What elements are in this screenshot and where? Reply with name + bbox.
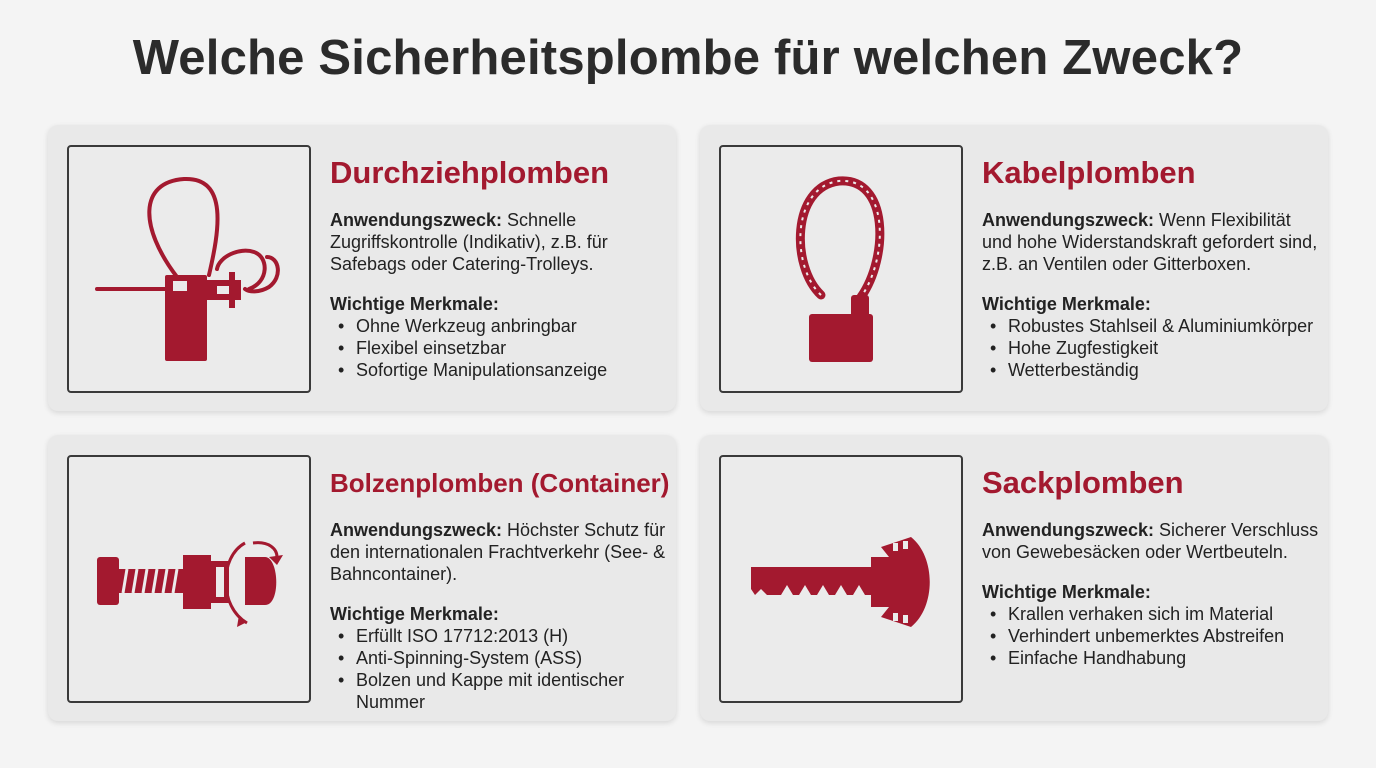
feature-item: • Erfüllt ISO 17712:2013 (H) xyxy=(330,625,670,647)
purpose-text: Schnelle Zugriffskontrolle (Indikativ), z.B. für Safebags oder Catering-Trolleys. xyxy=(330,210,608,274)
card-text xyxy=(982,153,1322,381)
icon-frame xyxy=(719,145,963,393)
purpose-paragraph xyxy=(330,519,670,585)
icon-frame xyxy=(67,145,311,393)
page-title: Welche Sicherheitsplombe für welchen Zweck? xyxy=(132,31,1244,85)
card-text xyxy=(330,463,670,713)
purpose-text: Sicherer Verschluss von Gewebesäcken oder Wertbeuteln. xyxy=(982,520,1319,562)
purpose-text: Wenn Flexibilität und hohe Widerstandskraft gefordert sind, z.B. an Ventilen oder Gitterboxen. xyxy=(982,210,1318,274)
purpose-text: Höchster Schutz für den internationalen Frachtverkehr (See- & Bahncontainer). xyxy=(330,520,666,584)
purpose-paragraph xyxy=(330,209,670,275)
card-bolzenplomben xyxy=(48,435,676,721)
purpose-label: Anwendungszweck: xyxy=(330,210,503,230)
feature-item: • Bolzen und Kappe mit identischer Nummer xyxy=(330,669,670,713)
features-heading: Wichtige Merkmale: xyxy=(330,604,499,624)
feature-item: • Ohne Werkzeug anbringbar xyxy=(330,315,670,337)
card-durchziehplomben xyxy=(48,125,676,411)
card-kabelplomben xyxy=(700,125,1328,411)
card-title: Bolzenplomben (Container) xyxy=(330,468,670,498)
purpose-label: Anwendungszweck: xyxy=(982,520,1155,540)
pull-tight-seal-icon xyxy=(69,147,309,391)
card-title: Kabelplomben xyxy=(982,155,1196,190)
feature-item: • Sofortige Manipulationsanzeige xyxy=(330,359,670,381)
features-list xyxy=(330,625,670,713)
features-list xyxy=(330,315,670,381)
card-text xyxy=(982,463,1322,669)
purpose-label: Anwendungszweck: xyxy=(982,210,1155,230)
feature-item: • Flexibel einsetzbar xyxy=(330,337,670,359)
purpose-paragraph xyxy=(982,519,1322,563)
feature-item: • Hohe Zugfestigkeit xyxy=(982,337,1322,359)
card-text xyxy=(330,153,670,381)
features-heading: Wichtige Merkmale: xyxy=(982,582,1151,602)
features-heading: Wichtige Merkmale: xyxy=(330,294,499,314)
feature-item: • Krallen verhaken sich im Material xyxy=(982,603,1322,625)
icon-frame xyxy=(719,455,963,703)
icon-frame xyxy=(67,455,311,703)
feature-item: • Wetterbeständig xyxy=(982,359,1322,381)
card-title: Durchziehplomben xyxy=(330,155,610,190)
features-list xyxy=(982,603,1322,669)
card-title: Sackplomben xyxy=(982,465,1184,500)
features-list xyxy=(982,315,1322,381)
feature-item: • Einfache Handhabung xyxy=(982,647,1322,669)
purpose-label: Anwendungszweck: xyxy=(330,520,503,540)
features-heading: Wichtige Merkmale: xyxy=(982,294,1151,314)
purpose-paragraph xyxy=(982,209,1322,275)
feature-item: • Verhindert unbemerktes Abstreifen xyxy=(982,625,1322,647)
card-sackplomben xyxy=(700,435,1328,721)
feature-item: • Anti-Spinning-System (ASS) xyxy=(330,647,670,669)
cable-seal-icon xyxy=(721,147,961,391)
bag-seal-icon xyxy=(721,457,961,701)
bolt-seal-icon xyxy=(69,457,309,701)
feature-item: • Robustes Stahlseil & Aluminiumkörper xyxy=(982,315,1322,337)
